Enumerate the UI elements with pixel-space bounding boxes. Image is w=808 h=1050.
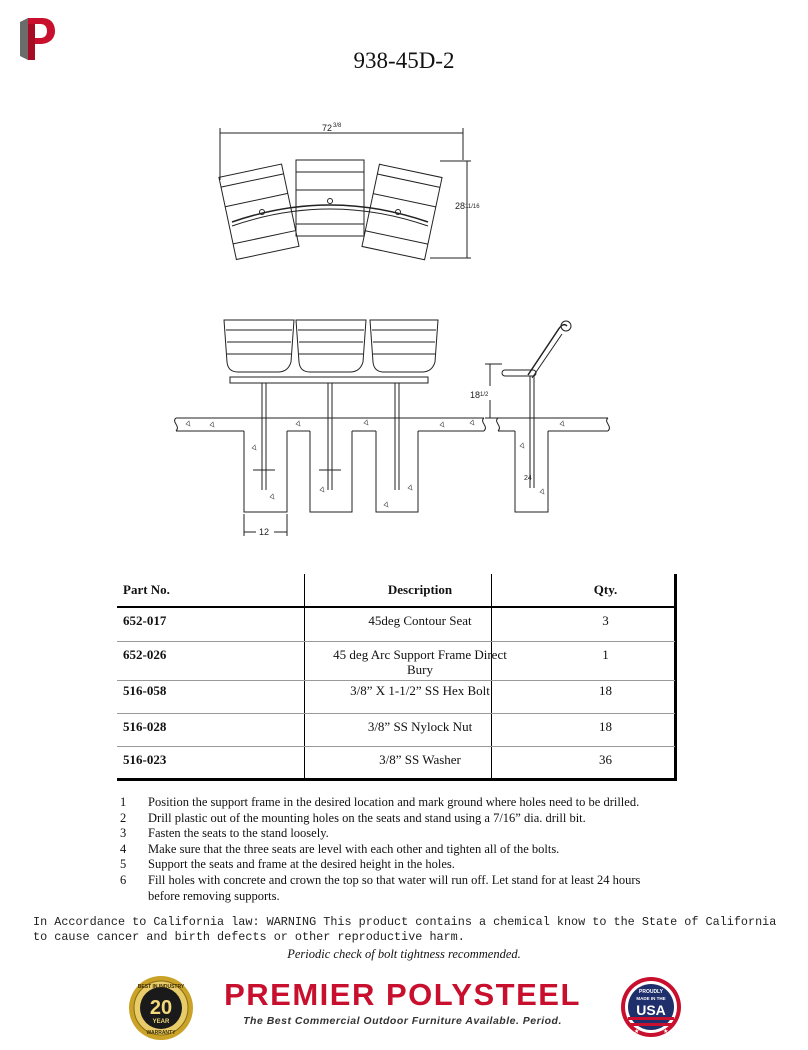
brand-tagline: The Best Commercial Outdoor Furniture Available. Period. (243, 1015, 562, 1027)
svg-text:MADE IN THE: MADE IN THE (636, 996, 666, 1001)
header-description: Description (387, 581, 453, 597)
instruction-step (120, 857, 660, 873)
cell-description: 3/8” X 1-1/2” SS Hex Bolt (350, 683, 490, 698)
page-title: 938-45D-2 (353, 48, 455, 73)
warranty-badge-icon (128, 975, 194, 1041)
step-number: 6 (120, 872, 127, 887)
svg-text:PROUDLY: PROUDLY (639, 989, 663, 995)
depth-dimension-label: 28 (455, 201, 466, 211)
step-text: Drill plastic out of the mounting holes on the seats and stand using a 7/16” dia. drill bit. (148, 810, 586, 825)
cell-part: 516-028 (123, 719, 167, 734)
table-border-bottom (117, 778, 677, 781)
embed-depth-label: 24 (524, 475, 532, 482)
svg-text:USA: USA (636, 1002, 666, 1018)
header-part-no: Part No. (123, 581, 170, 597)
cell-description: 3/8” SS Nylock Nut (367, 719, 473, 734)
width-dimension-fraction: 3/8 (333, 123, 342, 129)
svg-text:YEAR: YEAR (152, 1019, 170, 1025)
step-number: 2 (120, 810, 127, 825)
instruction-step (120, 826, 660, 842)
instruction-step (120, 811, 660, 827)
table-row (117, 640, 678, 679)
instruction-step (120, 795, 660, 811)
assembly-instructions (120, 795, 660, 904)
header-qty: Qty. (593, 581, 618, 597)
step-text: Support the seats and frame at the desired height in the holes. (148, 857, 455, 872)
cell-part: 652-026 (123, 647, 167, 662)
california-warning: In Accordance to California law: WARNING This product contains a chemical know to the State of California to cause cancer and birth defects or other reproductive harm. (33, 915, 777, 944)
svg-text:WARRANTY: WARRANTY (146, 1030, 176, 1036)
svg-text:BEST IN INDUSTRY: BEST IN INDUSTRY (137, 984, 185, 990)
made-in-usa-badge-icon (620, 973, 682, 1041)
step-number: 4 (120, 841, 127, 856)
depth-dimension-fraction: 11/16 (465, 204, 480, 210)
table-row (117, 606, 678, 640)
cell-description: 45deg Contour Seat (368, 613, 472, 628)
width-dimension-label: 72 (322, 123, 333, 133)
cell-qty: 1 (602, 647, 609, 662)
cell-qty: 18 (599, 683, 612, 698)
svg-text:★: ★ (634, 1029, 640, 1035)
step-number: 3 (120, 826, 127, 841)
cell-qty: 3 (602, 613, 609, 628)
instruction-step (120, 873, 660, 904)
table-row (117, 679, 678, 712)
brand-name: PREMIER POLYSTEEL (224, 977, 581, 1012)
table-row (117, 745, 678, 777)
height-dimension-fraction: 1/2 (480, 392, 489, 398)
cell-qty: 36 (599, 752, 612, 767)
table-header-row (117, 573, 678, 606)
footing-width-label: 12 (259, 527, 270, 537)
step-text: Fasten the seats to the stand loosely. (148, 826, 329, 841)
step-number: 1 (120, 795, 127, 809)
cell-part: 516-023 (123, 752, 167, 767)
svg-text:20: 20 (149, 997, 173, 1019)
step-text: Make sure that the three seats are level with each other and tighten all of the bolts. (148, 841, 560, 856)
table-row (117, 712, 678, 745)
step-number: 5 (120, 857, 127, 872)
cell-description: 3/8” SS Washer (379, 752, 461, 767)
cell-part: 652-017 (123, 613, 167, 628)
cell-qty: 18 (599, 719, 612, 734)
bolt-check-note: Periodic check of bolt tightness recommended. (287, 947, 521, 961)
step-text: Fill holes with concrete and crown the top so that water will run off. Let stand for at least 24 hours before removing supports. (148, 872, 641, 903)
cell-part: 516-058 (123, 683, 167, 698)
cell-description: 45 deg Arc Support Frame Direct Bury (333, 647, 507, 677)
svg-text:★: ★ (663, 1029, 669, 1035)
step-text: Position the support frame in the desired location and mark ground where holes need to be drilled. (148, 795, 640, 809)
height-dimension-label: 18 (470, 390, 481, 400)
instruction-step (120, 842, 660, 858)
parts-table (117, 573, 678, 777)
